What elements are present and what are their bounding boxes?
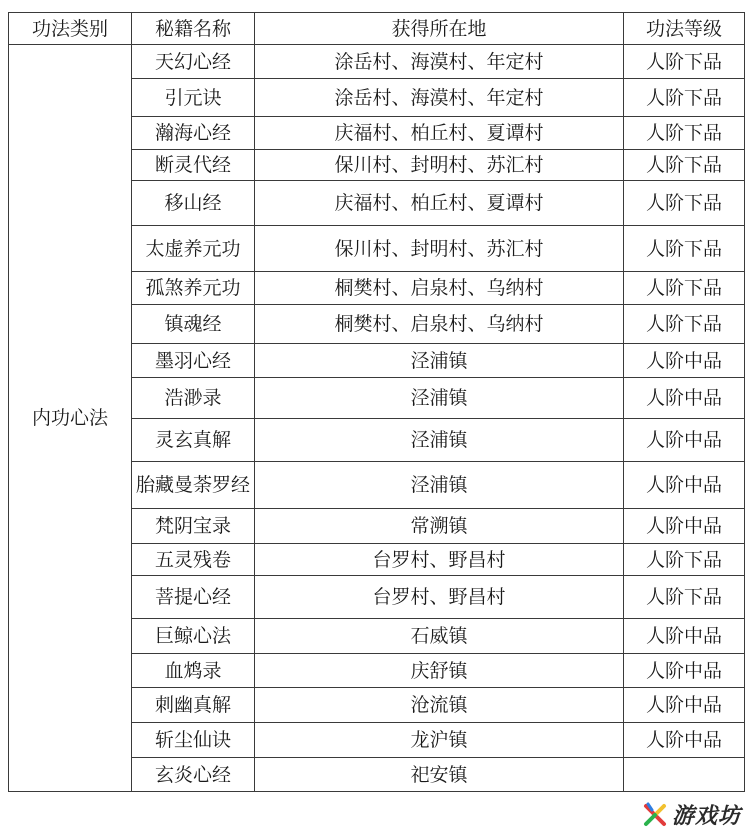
technique-name-cell: 移山经 bbox=[132, 181, 255, 226]
grade-cell: 人阶下品 bbox=[624, 45, 745, 79]
watermark bbox=[642, 799, 741, 830]
location-cell: 保川村、封明村、苏汇村 bbox=[255, 226, 624, 272]
location-cell: 庆福村、柏丘村、夏谭村 bbox=[255, 117, 624, 150]
grade-cell: 人阶下品 bbox=[624, 226, 745, 272]
grade-cell: 人阶中品 bbox=[624, 419, 745, 462]
location-cell: 桐樊村、启泉村、乌纳村 bbox=[255, 305, 624, 344]
grade-cell: 人阶中品 bbox=[624, 654, 745, 688]
technique-name-cell: 菩提心经 bbox=[132, 576, 255, 619]
location-cell: 保川村、封明村、苏汇村 bbox=[255, 150, 624, 181]
location-cell: 常溯镇 bbox=[255, 509, 624, 544]
technique-name-cell: 天幻心经 bbox=[132, 45, 255, 79]
location-cell: 泾浦镇 bbox=[255, 462, 624, 509]
technique-name-cell: 引元诀 bbox=[132, 79, 255, 117]
table-row bbox=[9, 45, 745, 79]
location-cell: 台罗村、野昌村 bbox=[255, 576, 624, 619]
colorful-x-logo-icon bbox=[642, 802, 668, 828]
grade-cell: 人阶中品 bbox=[624, 723, 745, 758]
technique-name-cell: 太虚养元功 bbox=[132, 226, 255, 272]
technique-name-cell: 五灵残卷 bbox=[132, 544, 255, 576]
technique-name-cell: 梵阴宝录 bbox=[132, 509, 255, 544]
technique-name-cell: 灵玄真解 bbox=[132, 419, 255, 462]
grade-cell: 人阶中品 bbox=[624, 462, 745, 509]
grade-cell: 人阶中品 bbox=[624, 344, 745, 378]
location-cell: 涂岳村、海漠村、年定村 bbox=[255, 79, 624, 117]
grade-cell: 人阶下品 bbox=[624, 576, 745, 619]
location-cell: 涂岳村、海漠村、年定村 bbox=[255, 45, 624, 79]
technique-name-cell: 断灵代经 bbox=[132, 150, 255, 181]
technique-name-cell: 孤煞养元功 bbox=[132, 272, 255, 305]
technique-name-cell: 血鸩录 bbox=[132, 654, 255, 688]
watermark-text: 游戏坊 bbox=[671, 803, 741, 829]
location-cell: 祀安镇 bbox=[255, 758, 624, 792]
location-cell: 庆福村、柏丘村、夏谭村 bbox=[255, 181, 624, 226]
header-category: 功法类别 bbox=[9, 13, 132, 45]
technique-name-cell: 镇魂经 bbox=[132, 305, 255, 344]
grade-cell: 人阶中品 bbox=[624, 378, 745, 419]
grade-cell: 人阶下品 bbox=[624, 150, 745, 181]
location-cell: 泾浦镇 bbox=[255, 378, 624, 419]
location-cell: 庆舒镇 bbox=[255, 654, 624, 688]
grade-cell: 人阶下品 bbox=[624, 305, 745, 344]
grade-cell: 人阶下品 bbox=[624, 181, 745, 226]
location-cell: 沧流镇 bbox=[255, 688, 624, 723]
grade-cell: 人阶下品 bbox=[624, 544, 745, 576]
technique-name-cell: 瀚海心经 bbox=[132, 117, 255, 150]
technique-name-cell: 玄炎心经 bbox=[132, 758, 255, 792]
grade-cell: 人阶中品 bbox=[624, 688, 745, 723]
location-cell: 泾浦镇 bbox=[255, 419, 624, 462]
grade-cell: 人阶中品 bbox=[624, 619, 745, 654]
location-cell: 石威镇 bbox=[255, 619, 624, 654]
technique-name-cell: 斩尘仙诀 bbox=[132, 723, 255, 758]
location-cell: 桐樊村、启泉村、乌纳村 bbox=[255, 272, 624, 305]
technique-name-cell: 浩渺录 bbox=[132, 378, 255, 419]
grade-cell: 人阶下品 bbox=[624, 79, 745, 117]
technique-name-cell: 刺幽真解 bbox=[132, 688, 255, 723]
grade-cell bbox=[624, 758, 745, 792]
location-cell: 龙沪镇 bbox=[255, 723, 624, 758]
header-location: 获得所在地 bbox=[255, 13, 624, 45]
technique-table bbox=[8, 12, 745, 792]
header-row bbox=[9, 13, 745, 45]
technique-name-cell: 胎藏曼荼罗经 bbox=[132, 462, 255, 509]
grade-cell: 人阶中品 bbox=[624, 509, 745, 544]
grade-cell: 人阶下品 bbox=[624, 117, 745, 150]
grade-cell: 人阶下品 bbox=[624, 272, 745, 305]
technique-name-cell: 巨鲸心法 bbox=[132, 619, 255, 654]
location-cell: 泾浦镇 bbox=[255, 344, 624, 378]
technique-name-cell: 墨羽心经 bbox=[132, 344, 255, 378]
location-cell: 台罗村、野昌村 bbox=[255, 544, 624, 576]
category-cell: 内功心法 bbox=[9, 45, 132, 792]
header-grade: 功法等级 bbox=[624, 13, 745, 45]
header-name: 秘籍名称 bbox=[132, 13, 255, 45]
